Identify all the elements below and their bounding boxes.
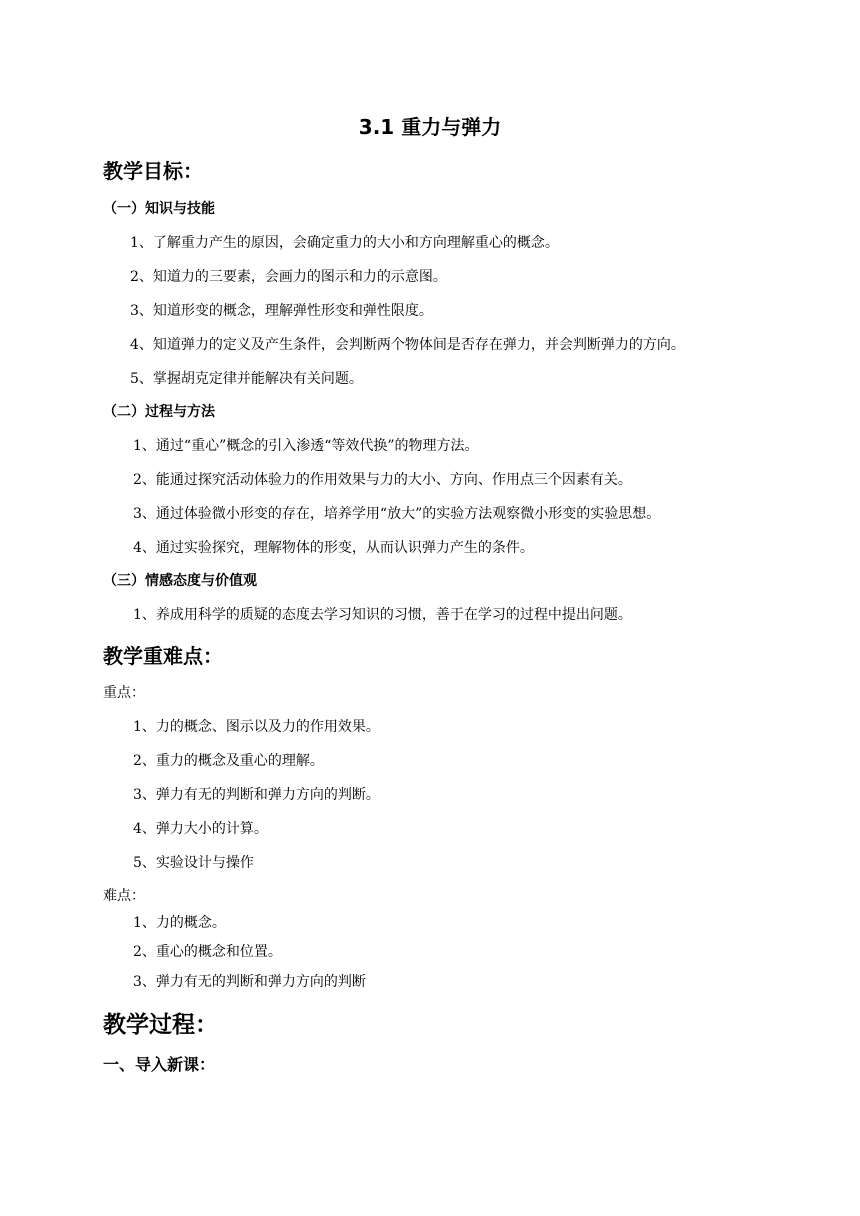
objective-item: 3、知道形变的概念，理解弹性形变和弹性限度。	[130, 303, 433, 319]
difficulty-item: 2、重心的概念和位置。	[133, 944, 282, 960]
objective-item: 3、通过体验微小形变的存在，培养学用“放大”的实验方法观察微小形变的实验思想。	[133, 506, 661, 522]
section-heading-knowledge: （一）知识与技能	[103, 201, 215, 217]
section-heading-attitude: （三）情感态度与价值观	[103, 573, 257, 589]
objective-item: 4、通过实验探究，理解物体的形变，从而认识弹力产生的条件。	[133, 540, 534, 556]
focus-item: 2、重力的概念及重心的理解。	[133, 753, 324, 769]
document-title: 3.1 重力与弹力	[358, 115, 502, 139]
objective-item: 1、通过“重心”概念的引入渗透“等效代换”的物理方法。	[133, 438, 479, 454]
difficulty-item: 1、力的概念。	[133, 915, 226, 931]
process-heading: 教学过程：	[103, 1012, 218, 1038]
objective-item: 2、知道力的三要素，会画力的图示和力的示意图。	[130, 269, 447, 285]
difficulty-label: 难点：	[103, 888, 145, 904]
focus-label: 重点：	[103, 685, 145, 701]
section-heading-process: （二）过程与方法	[103, 404, 215, 420]
objective-item: 1、了解重力产生的原因，会确定重力的大小和方向理解重心的概念。	[130, 235, 559, 251]
focus-item: 3、弹力有无的判断和弹力方向的判断。	[133, 787, 380, 803]
focus-item: 5、实验设计与操作	[133, 855, 254, 871]
objective-item: 5、掌握胡克定律并能解决有关问题。	[130, 371, 363, 387]
objective-item: 1、养成用科学的质疑的态度去学习知识的习惯，善于在学习的过程中提出问题。	[133, 607, 632, 623]
objective-item: 2、能通过探究活动体验力的作用效果与力的大小、方向、作用点三个因素有关。	[133, 472, 632, 488]
focus-item: 4、弹力大小的计算。	[133, 821, 268, 837]
difficulty-item: 3、弹力有无的判断和弹力方向的判断	[133, 974, 366, 990]
objective-item: 4、知道弹力的定义及产生条件，会判断两个物体间是否存在弹力，并会判断弹力的方向。	[130, 337, 685, 353]
key-points-heading: 教学重难点：	[103, 644, 223, 668]
process-subheading: 一、导入新课：	[103, 1055, 216, 1074]
focus-item: 1、力的概念、图示以及力的作用效果。	[133, 719, 380, 735]
objectives-heading: 教学目标：	[103, 159, 203, 183]
